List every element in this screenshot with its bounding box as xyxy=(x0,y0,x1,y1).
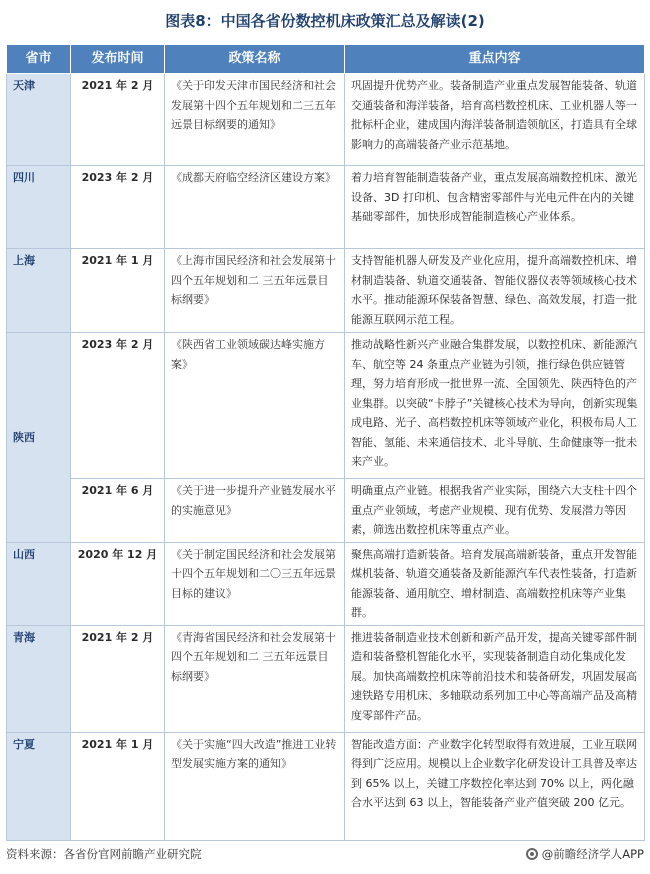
province-cell: 青海 xyxy=(7,625,71,732)
content-cell: 着力培育智能制造装备产业，重点发展高端数控机床、激光设备、3D 打印机、包含精密零部件与光电元件在内的关键基础零部件，加快形成智能制造核心产业体系。 xyxy=(345,166,645,249)
header-province: 省市 xyxy=(7,45,71,74)
date-cell: 2021 年 1 月 xyxy=(71,249,165,333)
date-cell: 2021 年 6 月 xyxy=(71,479,165,543)
content-cell: 推进装备制造业技术创新和新产品开发，提高关键零部件制造和装备整机智能化水平，实现装备制造自动化集成化发展。加快高端数控机床等前沿技术和装备研发，巩固发展高速铁路专用机床、多轴联动系列加工中心等高端产品及高精度零部件产品。 xyxy=(345,625,645,732)
province-cell: 宁夏 xyxy=(7,732,71,840)
table-row xyxy=(7,732,645,840)
brand-credit xyxy=(526,846,644,862)
date-cell: 2023 年 2 月 xyxy=(71,333,165,479)
header-date: 发布时间 xyxy=(71,45,165,74)
policy-cell: 《关于制定国民经济和社会发展第十四个五年规划和二〇三五年远景目标的建议》 xyxy=(165,542,345,625)
table-header-row xyxy=(7,45,645,74)
date-cell: 2020 年 12 月 xyxy=(71,542,165,625)
table-row xyxy=(7,479,645,543)
date-cell: 2021 年 2 月 xyxy=(71,74,165,166)
table-row xyxy=(7,333,645,479)
policy-table xyxy=(6,44,645,841)
date-cell: 2021 年 1 月 xyxy=(71,732,165,840)
province-cell: 上海 xyxy=(7,249,71,333)
province-cell: 陕西 xyxy=(7,333,71,543)
policy-cell: 《关于进一步提升产业链发展水平的实施意见》 xyxy=(165,479,345,543)
content-cell: 推动战略性新兴产业融合集群发展，以数控机床、新能源汽车、航空等 24 条重点产业链为引领，推行绿色供应链管理，努力培育形成一批世界一流、全国领先、陕西特色的产业集群。以突破“卡脖子”关键核心技术为导向，创新实现集成电路、光子、高档数控机床等领域产业化，积极布局人工智能、氢能、未来通信技术、北斗导航、生命健康等一批未来产业。 xyxy=(345,333,645,479)
table-row xyxy=(7,542,645,625)
date-cell: 2023 年 2 月 xyxy=(71,166,165,249)
policy-cell: 《青海省国民经济和社会发展第十四个五年规划和二 三五年远景目标纲要》 xyxy=(165,625,345,732)
content-cell: 明确重点产业链。根据我省产业实际，围绕六大支柱十四个重点产业领域，考虑产业规模、现有优势、发展潜力等因素，筛选出数控机床等重点产业。 xyxy=(345,479,645,543)
content-cell: 支持智能机器人研发及产业化应用，提升高端数控机床、增材制造装备、轨道交通装备、智能仪器仪表等领域核心技术水平。推动能源环保装备智慧、绿色、高效发展，打造一批能源互联网示范工程。 xyxy=(345,249,645,333)
province-cell: 山西 xyxy=(7,542,71,625)
table-row xyxy=(7,166,645,249)
policy-cell: 《上海市国民经济和社会发展第十四个五年规划和二 三五年远景目标纲要》 xyxy=(165,249,345,333)
content-cell: 聚焦高端打造新装备。培育发展高端新装备，重点开发智能煤机装备、轨道交通装备及新能源汽车代表性装备，打造新能源装备、通用航空、增材制造、高端数控机床等产业集群。 xyxy=(345,542,645,625)
province-cell: 天津 xyxy=(7,74,71,166)
table-row xyxy=(7,249,645,333)
policy-cell: 《陕西省工业领域碳达峰实施方案》 xyxy=(165,333,345,479)
header-policy: 政策名称 xyxy=(165,45,345,74)
policy-cell: 《关于实施“四大改造”推进工业转型发展实施方案的通知》 xyxy=(165,732,345,840)
brand-logo-icon xyxy=(526,848,538,860)
province-cell: 四川 xyxy=(7,166,71,249)
date-cell: 2021 年 2 月 xyxy=(71,625,165,732)
table-row xyxy=(7,625,645,732)
policy-cell: 《关于印发天津市国民经济和社会发展第十四个五年规划和二三五年远景目标纲要的通知》 xyxy=(165,74,345,166)
content-cell: 智能改造方面：产业数字化转型取得有效进展，工业互联网得到广泛应用。规模以上企业数字化研发设计工具普及率达到 65% 以上，关键工序数控化率达到 70% 以上，两化融合水平达到 63 以上，智能装备产业产值突破 200 亿元。 xyxy=(345,732,645,840)
header-content: 重点内容 xyxy=(345,45,645,74)
policy-cell: 《成都天府临空经济区建设方案》 xyxy=(165,166,345,249)
chart-title: 图表8：中国各省份数控机床政策汇总及解读(2) xyxy=(165,12,485,30)
content-cell: 巩固提升优势产业。装备制造产业重点发展智能装备、轨道交通装备和海洋装备，培育高档数控机床、工业机器人等一批标杆企业，建成国内海洋装备制造领航区，打造具有全球影响力的高端装备产业示范基地。 xyxy=(345,74,645,166)
source-note: 资料来源：各省份官网前瞻产业研究院 xyxy=(6,847,202,861)
brand-text: @前瞻经济学人APP xyxy=(541,847,644,861)
table-row xyxy=(7,74,645,166)
